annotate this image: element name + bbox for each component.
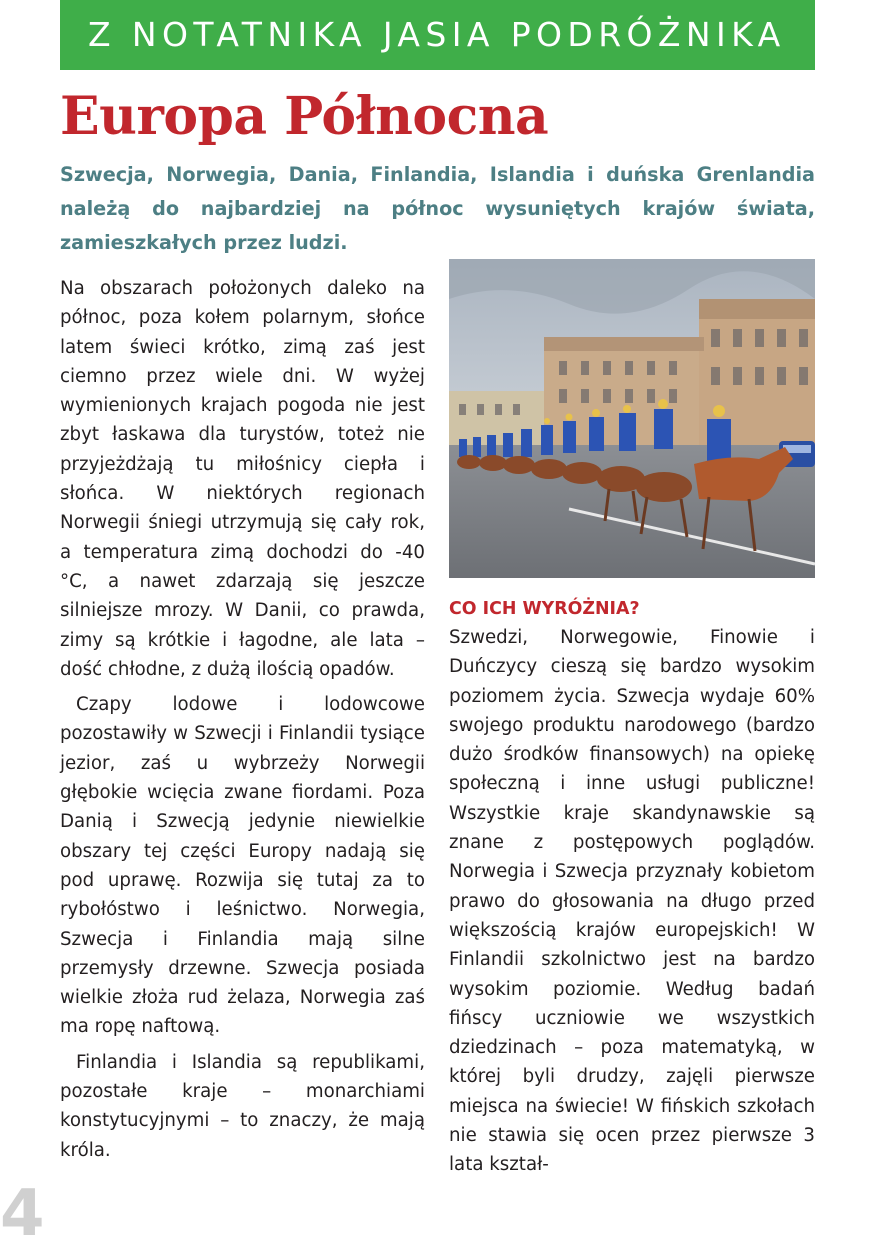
section-subheading: CO ICH WYRÓŻNIA? bbox=[449, 599, 640, 619]
right-column-text: Szwedzi, Norwegowie, Finowie i Duńczycy cieszą się bardzo wysokim poziomem życia. Szwecja wydaje 60% swojego produktu narodowego (bardzo dużo środków finansowych) na opiekę społeczną i inne usługi publiczne! Wszystkie kraje skandynawskie są znane z postępowych poglądów. Norwegia i Szwecja przyznały kobietom prawo do głosowania na długo przed większością krajów europejskich! W Finlandii szkolnictwo jest na bardzo wysokim poziomie. Według badań fińscy uczniowie we wszystkich dziedzinach – poza matematyką, w której byli drudzy, zajęli pierwsze miejsca na świecie! W fińskich szkołach nie stawia się ocen przez pierwsze 3 lata kształ- bbox=[449, 627, 815, 1176]
paragraph-politics: Finlandia i Islandia są republikami, pozostałe kraje – monarchiami konstytucyjnymi – to znaczy, że mają króla. bbox=[60, 1051, 425, 1161]
paragraph-geography: Czapy lodowe i lodowcowe pozostawiły w Szwecji i Finlandii tysiące jezior, zaś u wybrzeży Norwegii głębokie wcięcia zwane fiordami. Poza Danią i Szwecją jedynie niewielkie obszary tej części Europy nadają się pod uprawę. Rozwija się tutaj za to rybołóstwo i leśnictwo. Norwegia, Szwecja i Finlandia mają silne przemysły drzewne. Szwecja posiada wielkie złoża rud żelaza, Norwegia zaś ma ropę naftową. bbox=[60, 694, 425, 1038]
section-banner: Z NOTATNIKA JASIA PODRÓŻNIKA bbox=[60, 0, 815, 70]
page-number: 4 bbox=[0, 1177, 45, 1251]
paragraph-climate: Na obszarach położonych daleko na północ, poza kołem polarnym, słońce latem świeci krótko, zimą zaś jest ciemno przez wiele dni. W wyżej wymienionych krajach pogoda nie jest zbyt łaskawa dla turystów, toteż nie przyjeżdżają tu miłośnicy ciepła i słońca. W niektórych regionach Norwegii śniegi utrzymują się cały rok, a temperatura zimą dochodzi do -40 °C, a nawet zdarzają się jeszcze silniejsze mrozy. W Danii, co prawda, zimy są krótkie i łagodne, ale lata – dość chłodne, z dużą ilością opadów. bbox=[60, 278, 425, 680]
lead-paragraph: Szwecja, Norwegia, Dania, Finlandia, Islandia i duńska Grenlandia należą do najbardziej na północ wysuniętych krajów świata, zamieszkałych przez ludzi. bbox=[60, 163, 815, 254]
page-title: Europa Północna bbox=[60, 86, 549, 147]
left-column bbox=[60, 274, 425, 1165]
royal-guard-photo bbox=[449, 259, 815, 578]
